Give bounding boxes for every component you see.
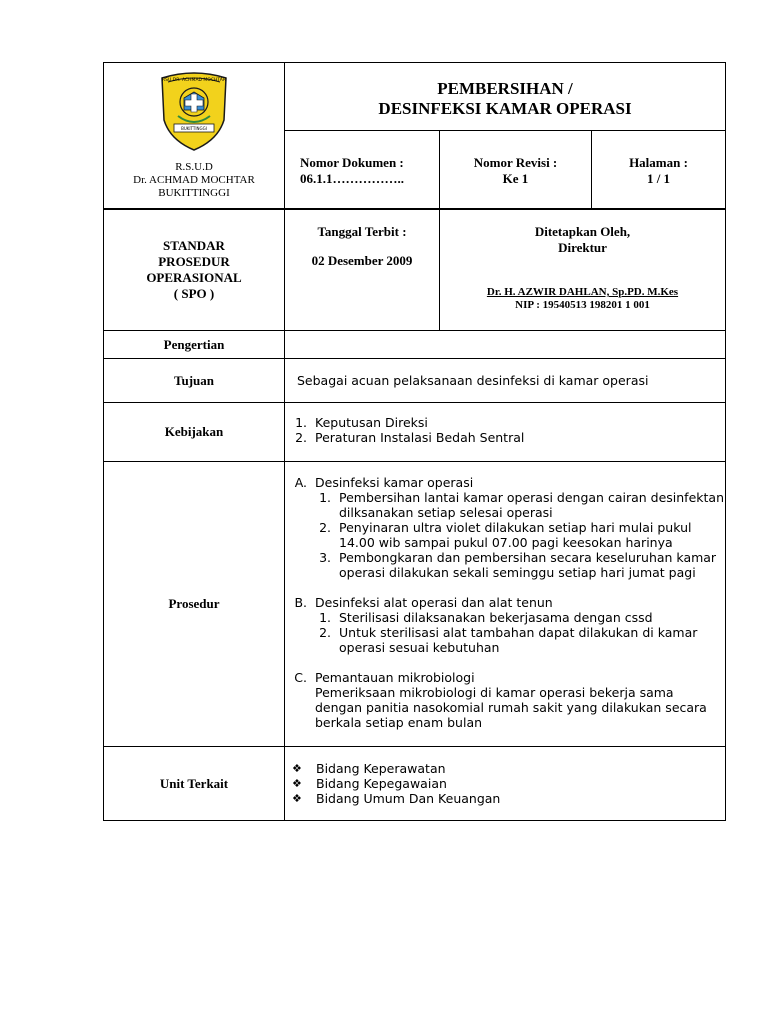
list-item: 1. Sterilisasi dilaksanakan bekerjasama dengan cssd bbox=[319, 610, 653, 625]
tujuan-label: Tujuan bbox=[104, 359, 285, 403]
prosedur-label: Prosedur bbox=[104, 462, 285, 747]
spo-body bbox=[103, 330, 726, 821]
svg-text:BUKITTINGGI: BUKITTINGGI bbox=[181, 126, 207, 131]
list-item: ❖ Bidang Umum Dan Keuangan bbox=[292, 791, 501, 806]
svg-text:RSU DR. ACHMAD MOCHTAR: RSU DR. ACHMAD MOCHTAR bbox=[162, 78, 226, 83]
list-item: ❖ Bidang Kepegawaian bbox=[292, 776, 447, 791]
revision-label: Nomor Revisi : bbox=[473, 155, 558, 170]
issue-date-label: Tanggal Terbit : bbox=[317, 224, 407, 239]
tujuan-row bbox=[104, 359, 726, 403]
prosedur-row bbox=[104, 462, 726, 747]
list-item: ❖ Bidang Keperawatan bbox=[292, 761, 446, 776]
document-number-cell bbox=[285, 131, 440, 209]
document-title-line2: DESINFEKSI KAMAR OPERASI bbox=[378, 99, 632, 118]
hospital-logo-emblem bbox=[158, 70, 230, 152]
hospital-identity-cell bbox=[104, 63, 285, 209]
revision-cell bbox=[440, 131, 592, 209]
page-label: Halaman : bbox=[629, 155, 688, 170]
spo-block bbox=[103, 209, 726, 331]
signer-name: Dr. H. AZWIR DAHLAN, Sp.PD. M.Kes bbox=[486, 286, 679, 298]
approval-label: Ditetapkan Oleh, bbox=[534, 224, 631, 239]
list-item: 2. Penyinaran ultra violet dilakukan setiap hari mulai pukul 14.00 wib sampai pukul 07.00 pagi keesokan harinya bbox=[319, 520, 692, 550]
list-item: 1. Pembersihan lantai kamar operasi dengan cairan desinfektan dilksanakan setiap selesai operasi bbox=[319, 490, 724, 520]
procedure-section-b: B. Desinfeksi alat operasi dan alat tenun bbox=[294, 595, 553, 610]
signer-nip: NIP : 19540513 198201 1 001 bbox=[515, 299, 650, 311]
diamond-bullet-icon: ❖ bbox=[292, 777, 302, 790]
tujuan-content: Sebagai acuan pelaksanaan desinfeksi di kamar operasi bbox=[285, 359, 726, 403]
hospital-name: R.S.U.D Dr. ACHMAD MOCHTAR BUKITTINGGI bbox=[133, 161, 255, 199]
spo-label-cell: STANDAR PROSEDUR OPERASIONAL ( SPO ) bbox=[104, 210, 285, 331]
unit-terkait-label: Unit Terkait bbox=[104, 747, 285, 821]
diamond-bullet-icon: ❖ bbox=[292, 792, 302, 805]
pengertian-row bbox=[104, 331, 726, 359]
unit-terkait-content bbox=[285, 747, 726, 821]
unit-terkait-row bbox=[104, 747, 726, 821]
list-item: 1. Keputusan Direksi bbox=[295, 415, 428, 430]
list-item: 2. Peraturan Instalasi Bedah Sentral bbox=[295, 430, 525, 445]
pengertian-label: Pengertian bbox=[104, 331, 285, 359]
approval-cell bbox=[440, 210, 726, 331]
pengertian-content bbox=[285, 331, 726, 359]
kebijakan-row bbox=[104, 403, 726, 462]
hospital-logo bbox=[104, 70, 284, 157]
document-title-line1: PEMBERSIHAN / bbox=[437, 79, 573, 98]
document-title-cell bbox=[285, 63, 726, 131]
document-header bbox=[103, 62, 726, 209]
document-number-label: Nomor Dokumen : bbox=[300, 155, 404, 170]
prosedur-content bbox=[285, 462, 726, 747]
page-cell bbox=[592, 131, 726, 209]
kebijakan-label: Kebijakan bbox=[104, 403, 285, 462]
procedure-section-c: C. Pemantauan mikrobiologi Pemeriksaan mikrobiologi di kamar operasi bekerja sama dengan panitia nasokomial rumah sakit yang dilakukan secara berkala setiap enam bulan bbox=[294, 670, 707, 730]
issue-date-value: 02 Desember 2009 bbox=[311, 253, 413, 268]
document-number-value: 06.1.1…………….. bbox=[300, 171, 404, 186]
list-item: 3. Pembongkaran dan pembersihan secara keseluruhan kamar operasi dilakukan sekali seminggu setiap hari jumat pagi bbox=[319, 550, 717, 580]
diamond-bullet-icon: ❖ bbox=[292, 762, 302, 775]
page-value: 1 / 1 bbox=[646, 171, 671, 186]
approval-position: Direktur bbox=[558, 240, 607, 255]
revision-value: Ke 1 bbox=[502, 171, 529, 186]
list-item: 2. Untuk sterilisasi alat tambahan dapat dilakukan di kamar operasi sesuai kebutuhan bbox=[319, 625, 698, 655]
issue-date-cell bbox=[285, 210, 440, 331]
procedure-section-a: A. Desinfeksi kamar operasi bbox=[294, 475, 474, 490]
kebijakan-content bbox=[285, 403, 726, 462]
